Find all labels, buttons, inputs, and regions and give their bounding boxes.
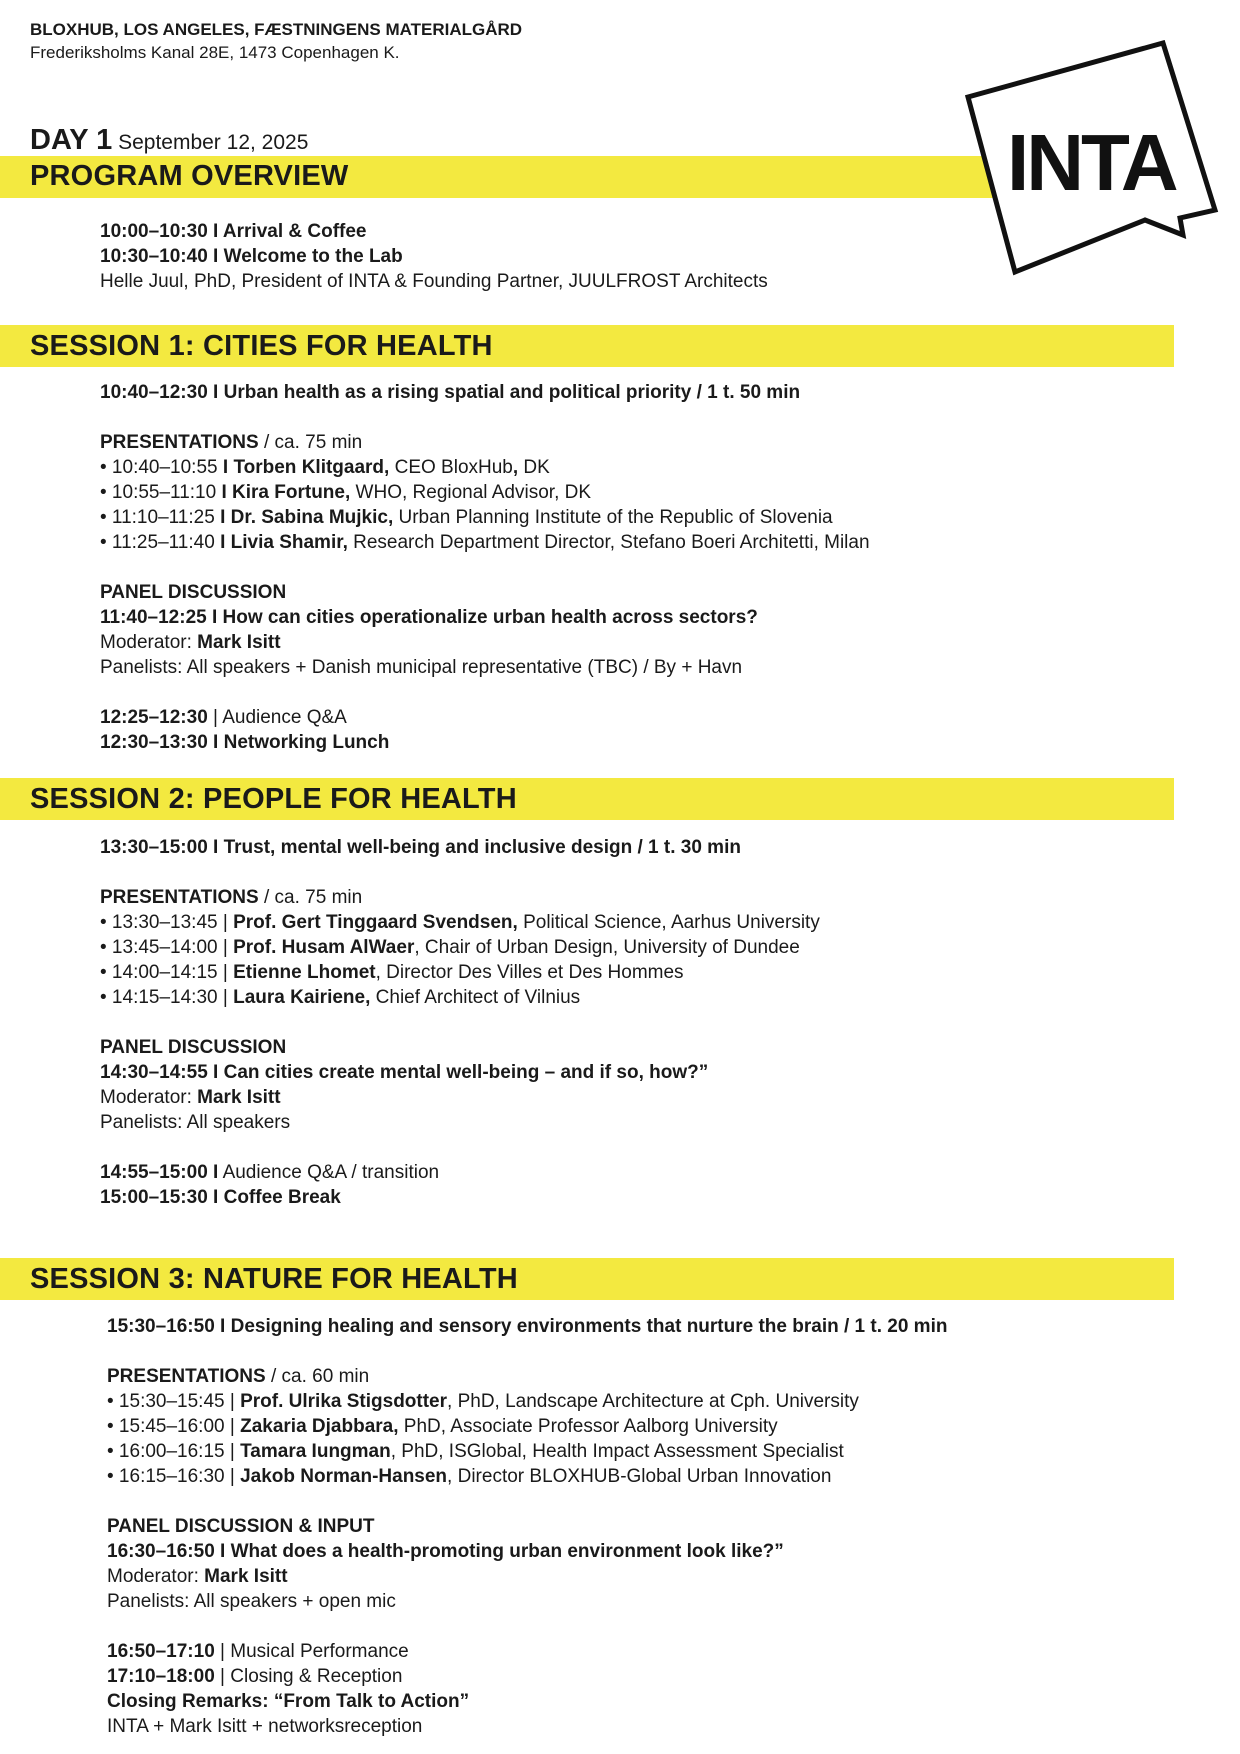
session2-presentations-heading: PRESENTATIONS / ca. 75 min [100,887,363,908]
session3-moderator: Moderator: Mark Isitt [107,1566,288,1587]
session2-panelists: Panelists: All speakers [100,1112,291,1133]
arrival-row: 10:00–10:30 I Arrival & Coffee [100,221,367,242]
session3-closing-reception: 17:10–18:00 | Closing & Reception [107,1666,403,1687]
list-item: • 16:15–16:30 | Jakob Norman-Hansen, Director BLOXHUB-Global Urban Innovation [107,1466,832,1487]
day-date: September 12, 2025 [118,131,309,154]
logo-text: INTA [1007,118,1176,207]
session3-closing-remarks: Closing Remarks: “From Talk to Action” [107,1691,470,1712]
list-item: • 15:45–16:00 | Zakaria Djabbara, PhD, Associate Professor Aalborg University [107,1416,778,1437]
session1-presentations-heading: PRESENTATIONS / ca. 75 min [100,432,363,453]
session2-content [100,835,820,1210]
session3-presentations-heading: PRESENTATIONS / ca. 60 min [107,1366,370,1387]
session1-intro: 10:40–12:30 I Urban health as a rising spatial and political priority / 1 t. 50 min [100,382,801,403]
list-item: • 10:55–11:10 I Kira Fortune, WHO, Regional Advisor, DK [100,482,592,503]
session1-panel-question: 11:40–12:25 I How can cities operationalize urban health across sectors? [100,607,758,628]
session1-lunch: 12:30–13:30 I Networking Lunch [100,732,390,753]
session1-panelists: Panelists: All speakers + Danish municipal representative (TBC) / By + Havn [100,657,743,678]
list-item: • 11:25–11:40 I Livia Shamir, Research Department Director, Stefano Boeri Architetti, Milan [100,532,870,553]
list-item: • 11:10–11:25 I Dr. Sabina Mujkic, Urban Planning Institute of the Republic of Slovenia [100,507,833,528]
session1-qa: 12:25–12:30 | Audience Q&A [100,707,347,728]
session3-music: 16:50–17:10 | Musical Performance [107,1641,409,1662]
overview-title: PROGRAM OVERVIEW [30,160,349,192]
session1-title: SESSION 1: CITIES FOR HEALTH [30,330,493,362]
session3-intro: 15:30–16:50 I Designing healing and sensory environments that nurture the brain / 1 t. 20 min [107,1316,948,1337]
overview-section [100,219,768,294]
session3-content [107,1314,947,1739]
session2-panel-heading: PANEL DISCUSSION [100,1037,287,1058]
inta-logo [965,40,1225,280]
session2-qa: 14:55–15:00 I Audience Q&A / transition [100,1162,440,1183]
session2-title: SESSION 2: PEOPLE FOR HEALTH [30,783,517,815]
list-item: • 10:40–10:55 I Torben Klitgaard, CEO BloxHub, DK [100,457,550,478]
session2-break: 15:00–15:30 I Coffee Break [100,1187,341,1208]
list-item: • 14:15–14:30 | Laura Kairiene, Chief Architect of Vilnius [100,987,581,1008]
list-item: • 13:30–13:45 | Prof. Gert Tinggaard Svendsen, Political Science, Aarhus University [100,912,820,933]
session2-moderator: Moderator: Mark Isitt [100,1087,281,1108]
list-item: • 14:00–14:15 | Etienne Lhomet, Director Des Villes et Des Hommes [100,962,684,983]
session3-closing-people: INTA + Mark Isitt + networksreception [107,1716,423,1737]
list-item: • 16:00–16:15 | Tamara Iungman, PhD, ISGlobal, Health Impact Assessment Specialist [107,1441,844,1462]
venue-address: Frederiksholms Kanal 28E, 1473 Copenhagen K. [30,43,400,62]
list-item: • 13:45–14:00 | Prof. Husam AlWaer, Chair of Urban Design, University of Dundee [100,937,800,958]
session3-panelists: Panelists: All speakers + open mic [107,1591,396,1612]
session1-content [100,380,870,755]
session2-panel-question: 14:30–14:55 I Can cities create mental well-being – and if so, how?” [100,1062,709,1083]
session3-title: SESSION 3: NATURE FOR HEALTH [30,1263,518,1295]
list-item: • 15:30–15:45 | Prof. Ulrika Stigsdotter, PhD, Landscape Architecture at Cph. University [107,1391,859,1412]
session1-panel-heading: PANEL DISCUSSION [100,582,287,603]
venue-name: BLOXHUB, LOS ANGELES, FÆSTNINGENS MATERIALGÅRD [30,20,523,39]
welcome-row: 10:30–10:40 I Welcome to the Lab [100,246,403,267]
welcome-speaker: Helle Juul, PhD, President of INTA & Founding Partner, JUULFROST Architects [100,271,768,292]
day-label: DAY 1 [30,124,113,156]
session2-intro: 13:30–15:00 I Trust, mental well-being and inclusive design / 1 t. 30 min [100,837,741,858]
day-heading [30,124,308,157]
session1-moderator: Moderator: Mark Isitt [100,632,281,653]
session3-panel-question: 16:30–16:50 I What does a health-promoting urban environment look like?” [107,1541,784,1562]
session3-panel-heading: PANEL DISCUSSION & INPUT [107,1516,375,1537]
